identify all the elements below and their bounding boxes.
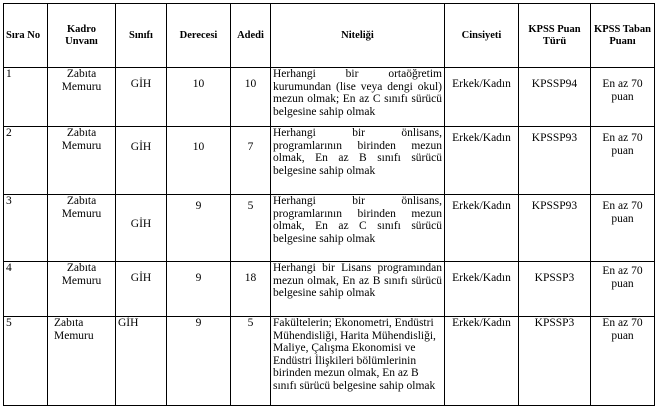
header-kadro: Kadro Unvanı xyxy=(48,4,116,68)
cell-adedi: 7 xyxy=(231,127,271,195)
cell-cinsiyeti: Erkek/Kadın xyxy=(445,127,519,195)
cell-niteligi: Herhangi bir önlisans, programlarının birinden mezun olmak, En az C sınıfı sürücü belgesine sahip olmak xyxy=(271,195,445,262)
cell-derecesi: 10 xyxy=(167,127,231,195)
cell-kadro: Zabıta Memuru xyxy=(48,317,116,406)
cell-niteligi: Herhangi bir Lisans programından mezun olmak, En az B sınıfı sürücü belgesine sahip olmak xyxy=(271,262,445,317)
cell-puan-turu: KPSSP93 xyxy=(519,195,591,262)
cell-sira: 4 xyxy=(4,262,48,317)
header-sira: Sıra No xyxy=(4,4,48,68)
cell-kadro: Zabıta Memuru xyxy=(48,195,116,262)
table-row xyxy=(4,317,655,406)
cell-puan-turu: KPSSP94 xyxy=(519,68,591,127)
header-cinsiyeti: Cinsiyeti xyxy=(445,4,519,68)
cell-derecesi: 9 xyxy=(167,195,231,262)
cell-derecesi: 10 xyxy=(167,68,231,127)
cell-sinifi: GİH xyxy=(116,195,167,262)
cell-adedi: 10 xyxy=(231,68,271,127)
cell-taban-puani: En az 70 puan xyxy=(591,195,655,262)
cell-derecesi: 9 xyxy=(167,317,231,406)
cell-kadro: Zabıta Memuru xyxy=(48,68,116,127)
table-row xyxy=(4,68,655,127)
cell-cinsiyeti: Erkek/Kadın xyxy=(445,68,519,127)
positions-table xyxy=(3,3,655,406)
table-header-row xyxy=(4,4,655,68)
cell-puan-turu: KPSSP93 xyxy=(519,127,591,195)
cell-sira: 3 xyxy=(4,195,48,262)
cell-kadro: Zabıta Memuru xyxy=(48,262,116,317)
header-niteligi: Niteliği xyxy=(271,4,445,68)
cell-adedi: 5 xyxy=(231,317,271,406)
cell-taban-puani: En az 70 puan xyxy=(591,127,655,195)
cell-sinifi: GİH xyxy=(116,127,167,195)
cell-taban-puani: En az 70 puan xyxy=(591,68,655,127)
cell-kadro: Zabıta Memuru xyxy=(48,127,116,195)
cell-adedi: 18 xyxy=(231,262,271,317)
cell-taban-puani: En az 70 puan xyxy=(591,262,655,317)
cell-derecesi: 9 xyxy=(167,262,231,317)
cell-niteligi: Herhangi bir önlisans, programlarının birinden mezun olmak, En az B sınıfı sürücü belgesine sahip olmak xyxy=(271,127,445,195)
document-page xyxy=(3,3,655,406)
cell-cinsiyeti: Erkek/Kadın xyxy=(445,317,519,406)
cell-sira: 1 xyxy=(4,68,48,127)
cell-cinsiyeti: Erkek/Kadın xyxy=(445,262,519,317)
cell-sira: 2 xyxy=(4,127,48,195)
cell-sinifi: GİH xyxy=(116,68,167,127)
cell-cinsiyeti: Erkek/Kadın xyxy=(445,195,519,262)
header-sinifi: Sınıfı xyxy=(116,4,167,68)
table-row xyxy=(4,127,655,195)
cell-sinifi: GİH xyxy=(116,317,167,406)
header-adedi: Adedi xyxy=(231,4,271,68)
header-puan-turu: KPSS Puan Türü xyxy=(519,4,591,68)
table-row xyxy=(4,262,655,317)
cell-taban-puani: En az 70 puan xyxy=(591,317,655,406)
cell-sira: 5 xyxy=(4,317,48,406)
header-taban-puani: KPSS Taban Puanı xyxy=(591,4,655,68)
cell-niteligi: Fakültelerin; Ekonometri, Endüstri Mühendisliği, Harita Mühendisliği, Maliye, Çalışma Ekonomisi ve Endüstri İlişkileri bölümlerinin birinden mezun olmak, En az B sınıfı sürücü belgesine sahip olmak xyxy=(271,317,445,406)
cell-puan-turu: KPSSP3 xyxy=(519,317,591,406)
cell-puan-turu: KPSSP3 xyxy=(519,262,591,317)
cell-adedi: 5 xyxy=(231,195,271,262)
cell-sinifi: GİH xyxy=(116,262,167,317)
table-row xyxy=(4,195,655,262)
header-derecesi: Derecesi xyxy=(167,4,231,68)
cell-niteligi: Herhangi bir ortaöğretim kurumundan (lise veya dengi okul) mezun olmak; En az C sınıfı sürücü belgesine sahip olmak xyxy=(271,68,445,127)
